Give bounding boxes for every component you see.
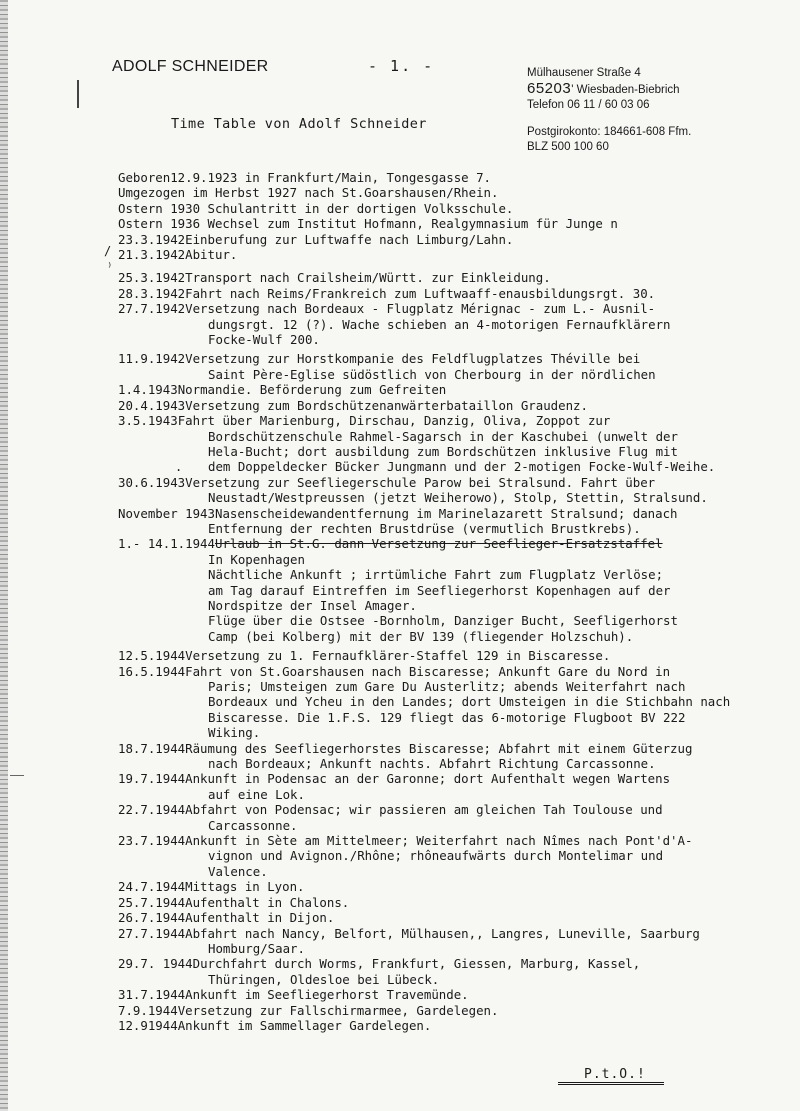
entry-text: Abitur. [185, 247, 238, 263]
entry-continuation: Focke-Wulf 200. [208, 332, 320, 348]
entry-text: Ostern 1936 Wechsel zum Institut Hofmann, Realgymnasium für Junge n [118, 216, 618, 232]
letterhead-name: ADOLF SCHNEIDER [112, 58, 269, 75]
entry-text: Versetzung zu 1. Fernaufklärer-Staffel 129 in Biscaresse. [185, 648, 611, 664]
entry-continuation: Hela-Bucht; dort ausbildung zum Bordschützen inklusive Flug mit [208, 443, 678, 459]
margin-annotation: . [175, 460, 183, 474]
please-turn-over: P.t.O.! [584, 1067, 646, 1082]
entry-continuation: Carcassonne. [208, 817, 298, 833]
entry-date: 25.7.1944 [118, 894, 186, 910]
entry-date: 18.7.1944 [118, 740, 186, 756]
timeline-entries [118, 170, 800, 1033]
entry-date: 30.6.1943 [118, 474, 186, 490]
entry-continuation: Biscaresse. Die 1.F.S. 129 fliegt das 6-motorige Flugboot BV 222 [208, 709, 686, 725]
entry-date: 19.7.1944 [118, 771, 186, 787]
entry-date: 23.3.1942 [118, 231, 186, 247]
timeline-entry [118, 956, 800, 971]
timeline-entry [118, 895, 800, 910]
entry-continuation: Bordeaux und Ycheu in den Landes; dort Umsteigen in die Stichbahn nach [208, 694, 731, 710]
entry-date: 31.7.1944 [118, 987, 186, 1003]
timeline-entry [118, 664, 800, 679]
entry-text: Fahrt nach Reims/Frankreich zum Luftwaaff-enausbildungsrgt. 30. [185, 285, 656, 301]
timeline-entry [118, 1003, 800, 1018]
entry-text: Normandie. Beförderung zum Gefreiten [177, 382, 447, 398]
page-number: - 1. - [368, 57, 435, 75]
entry-text: Durchfahrt durch Worms, Frankfurt, Giessen, Marburg, Kassel, [192, 956, 641, 972]
entry-text: Umgezogen im Herbst 1927 nach St.Goarshausen/Rhein. [118, 185, 499, 201]
address-city-line [527, 81, 797, 98]
timeline-entry [118, 201, 800, 216]
entry-date: 1.4.1943 [118, 382, 178, 398]
timeline-entry [118, 506, 800, 521]
timeline-entry [118, 216, 800, 231]
entry-date: 26.7.1944 [118, 910, 186, 926]
timeline-entry [118, 536, 800, 551]
entry-text: Fahrt von St.Goarshausen nach Biscaresse; Ankunft Gare du Nord in [185, 663, 671, 679]
timeline-entry [118, 232, 800, 247]
entry-continuation: dem Doppeldecker Bücker Jungmann und der 2-motigen Focke-Wulf-Weihe. [208, 459, 716, 475]
entry-text: Transport nach Crailsheim/Württ. zur Einkleidung. [185, 270, 551, 286]
entry-text: Einberufung zur Luftwaffe nach Limburg/Lahn. [185, 231, 514, 247]
entry-date: 22.7.1944 [118, 802, 186, 818]
address-blz: BLZ 500 100 60 [527, 141, 609, 153]
entry-text: Fahrt über Marienburg, Dirschau, Danzig, Oliva, Zoppot zur [177, 413, 611, 429]
timeline-entry [118, 170, 800, 185]
entry-continuation: Camp (bei Kolberg) mit der BV 139 (fliegender Holzschuh). [208, 628, 634, 644]
entry-continuation: am Tag darauf Eintreffen im Seefliegerhorst Kopenhagen auf der [208, 582, 671, 598]
timeline-entry [118, 910, 800, 925]
entry-date: 16.5.1944 [118, 663, 186, 679]
entry-text: Nasenscheidewandentfernung im Marinelazarett Stralsund; danach [214, 505, 678, 521]
timeline-entry [118, 301, 800, 316]
timeline-entry [118, 771, 800, 786]
timeline-entry [118, 987, 800, 1002]
timeline-entry [118, 247, 800, 262]
entry-text: Versetzung zur Fallschirmarmee, Gardelegen. [177, 1002, 499, 1018]
timeline-entry [118, 286, 800, 301]
entry-text: Versetzung zur Seefliegerschule Parow bei Stralsund. Fahrt über [185, 474, 656, 490]
entry-date: 25.3.1942 [118, 270, 186, 286]
margin-mark [77, 80, 79, 108]
entry-date: 7.9.1944 [118, 1002, 178, 1018]
entry-continuation: Saint Père-Eglise südöstlich von Cherbourg in der nördlichen [208, 366, 656, 382]
timeline-entry [118, 185, 800, 200]
timeline-entry [118, 382, 800, 397]
entry-date: 12.91944 [118, 1017, 178, 1033]
timeline-entry [118, 413, 800, 428]
timeline-entry [118, 926, 800, 941]
timeline-entry [118, 879, 800, 894]
entry-text: Urlaub in St.G. dann Versetzung zur Seeflieger-Ersatzstaffel [214, 536, 663, 552]
entry-text: Versetzung zur Horstkompanie des Feldflugplatzes Théville bei [185, 351, 641, 367]
margin-mark [10, 775, 24, 776]
entry-continuation: Bordschützenschule Rahmel-Sagarsch in der Kaschubei (unwelt der [208, 428, 678, 444]
entry-continuation: Entfernung der rechten Brustdrüse (vermutlich Brustkrebs). [208, 520, 641, 536]
timeline-entry [118, 398, 800, 413]
margin-annotation: ⁾ [106, 260, 114, 274]
entry-date: 11.9.1942 [118, 351, 186, 367]
entry-text: Räumung des Seefliegerhorstes Biscaresse; Abfahrt mit einem Güterzug [185, 740, 693, 756]
entry-text: Versetzung nach Bordeaux - Flugplatz Mérignac - zum L.- Ausnil- [185, 301, 656, 317]
entry-text: Ankunft in Podensac an der Garonne; dort Aufenthalt wegen Wartens [185, 771, 671, 787]
entry-text: Mittags in Lyon. [185, 879, 305, 895]
entry-continuation: Valence. [208, 863, 268, 879]
entry-date: 27.7.1944 [118, 925, 186, 941]
entry-date: 29.7. 1944 [118, 956, 193, 972]
timeline-entry [118, 475, 800, 490]
entry-date: 23.7.1944 [118, 833, 186, 849]
entry-text: Aufenthalt in Chalons. [185, 894, 350, 910]
timeline-entry [118, 802, 800, 817]
entry-text: 12.9.1923 in Frankfurt/Main, Tongesgasse 7. [170, 170, 491, 185]
entry-continuation: Nordspitze der Insel Amager. [208, 597, 417, 613]
timeline-entry [118, 351, 800, 366]
entry-continuation: Nächtliche Ankunft ; irrtümliche Fahrt zum Flugplatz Verlöse; [208, 567, 664, 583]
entry-continuation: Homburg/Saar. [208, 940, 305, 956]
address-city: ' Wiesbaden-Biebrich [571, 84, 680, 96]
margin-annotation: / [104, 244, 112, 258]
entry-date: 12.5.1944 [118, 648, 186, 664]
entry-date: 27.7.1942 [118, 301, 186, 317]
address-phone: Telefon 06 11 / 60 03 06 [527, 99, 650, 111]
entry-continuation: Neustadt/Westpreussen (jetzt Weiherowo), Stolp, Stettin, Stralsund. [208, 490, 708, 506]
entry-text: Abfahrt nach Nancy, Belfort, Mülhausen,, Langres, Luneville, Saarburg [185, 925, 700, 941]
timeline-entry [118, 741, 800, 756]
entry-continuation: Thüringen, Oldesloe bei Lübeck. [208, 971, 440, 987]
entry-date: 24.7.1944 [118, 879, 186, 895]
letterhead-address [527, 66, 797, 155]
entry-text: Aufenthalt in Dijon. [185, 910, 335, 926]
entry-date: 28.3.1942 [118, 285, 186, 301]
address-postal-code: 65203 [527, 80, 572, 97]
entry-continuation: auf eine Lok. [208, 786, 305, 802]
timeline-entry [118, 833, 800, 848]
address-street: Mülhausener Straße 4 [527, 67, 641, 79]
entry-text: Ankunft im Sammellager Gardelegen. [177, 1017, 432, 1033]
entry-continuation: Paris; Umsteigen zum Gare Du Austerlitz; abends Weiterfahrt nach [208, 679, 686, 694]
pto-underline [558, 1082, 664, 1085]
address-giro: Postgirokonto: 184661-608 Ffm. [527, 126, 692, 138]
entry-continuation: Wiking. [208, 725, 261, 741]
timeline-entry [118, 648, 800, 663]
entry-date: 3.5.1943 [118, 413, 178, 429]
timeline-entry [118, 1018, 800, 1033]
entry-date: 20.4.1943 [118, 397, 186, 413]
entry-continuation: nach Bordeaux; Ankunft nachts. Abfahrt Richtung Carcassonne. [208, 756, 656, 772]
entry-date: 21.3.1942 [118, 247, 186, 263]
document-title: Time Table von Adolf Schneider [171, 116, 427, 132]
entry-text: Ostern 1930 Schulantritt in der dortigen Volksschule. [118, 200, 514, 216]
entry-date: November 1943 [118, 505, 215, 521]
timeline-entry [118, 270, 800, 285]
entry-continuation: Flüge über die Ostsee -Bornholm, Danziger Bucht, Seefligerhorst [208, 613, 678, 629]
entry-continuation: vignon und Avignon./Rhône; rhôneaufwärts durch Montelimar und [208, 848, 664, 864]
entry-date: 1.- 14.1.1944 [118, 536, 215, 552]
entry-continuation: dungsrgt. 12 (?). Wache schieben an 4-motorigen Fernaufklärern [208, 316, 671, 332]
entry-date: Geboren [118, 170, 171, 185]
entry-text: Ankunft in Sète am Mittelmeer; Weiterfahrt nach Nîmes nach Pont'd'A- [185, 833, 693, 849]
entry-text: Ankunft im Seefliegerhorst Travemünde. [185, 987, 469, 1003]
scanned-page-edge [0, 0, 8, 1111]
entry-continuation: In Kopenhagen [208, 551, 305, 567]
entry-text: Abfahrt von Podensac; wir passieren am gleichen Tah Toulouse und [185, 802, 663, 818]
entry-text: Versetzung zum Bordschützenanwärterbataillon Graudenz. [185, 397, 588, 413]
